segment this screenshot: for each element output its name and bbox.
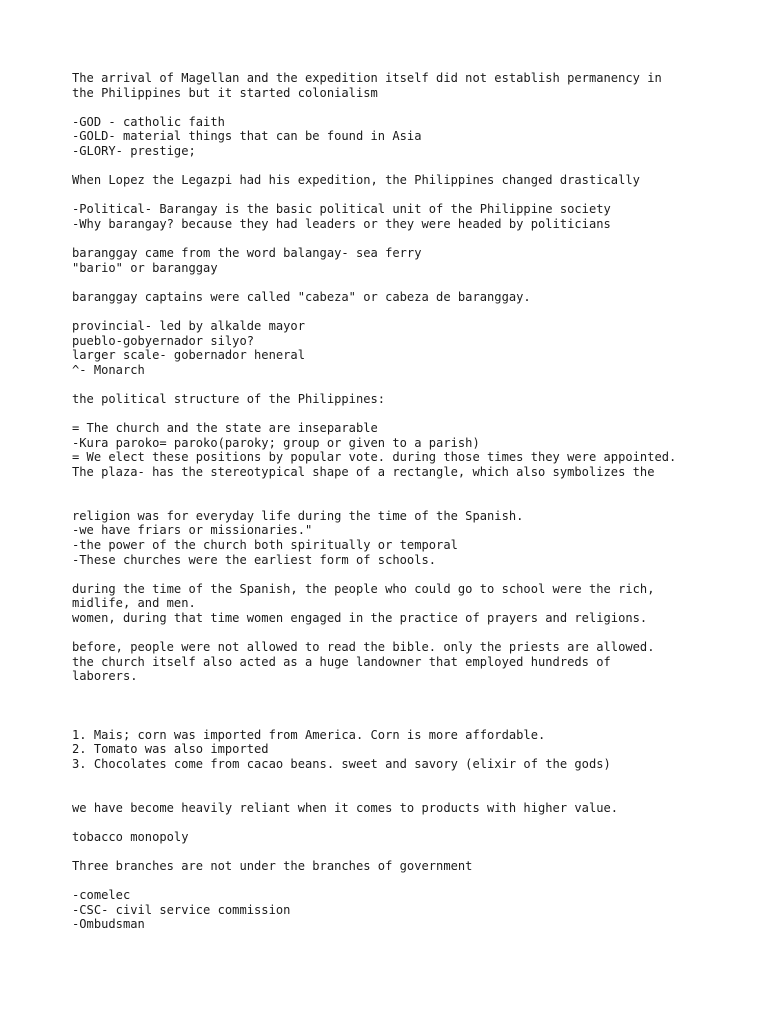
text-line: The arrival of Magellan and the expedition itself did not establish permanency in	[72, 71, 662, 85]
text-line: before, people were not allowed to read the bible. only the priests are allowed.	[72, 640, 655, 655]
text-line: laborers.	[72, 669, 138, 684]
text-line: -GOLD- material things that can be found in Asia	[72, 129, 422, 144]
text-line: baranggay came from the word balangay- sea ferry	[72, 246, 422, 261]
text-line: we have become heavily reliant when it comes to products with higher value.	[72, 800, 619, 815]
text-line: -the power of the church both spiritually or temporal	[72, 538, 458, 552]
blank-line	[72, 786, 712, 801]
text-line: the political structure of the Philippines:	[72, 392, 386, 407]
text-line: -Why barangay? because they had leaders or they were headed by politicians	[72, 216, 611, 231]
blank-line	[72, 684, 712, 699]
blank-line	[72, 305, 712, 320]
text-line: tobacco monopoly	[72, 829, 189, 844]
blank-line	[72, 232, 712, 247]
text-line: midlife, and men.	[72, 596, 196, 611]
blank-line	[72, 844, 712, 859]
blank-line	[72, 626, 712, 641]
blank-line	[72, 713, 712, 728]
text-line: = The church and the state are inseparable	[72, 421, 378, 436]
text-line: provincial- led by alkalde mayor	[72, 319, 305, 334]
text-line: -CSC- civil service commission	[72, 902, 291, 917]
document-page	[72, 71, 712, 932]
blank-line	[72, 815, 712, 830]
text-line: religion was for everyday life during the time of the Spanish.	[72, 508, 524, 523]
blank-line	[72, 159, 712, 174]
text-line: -These churches were the earliest form of schools.	[72, 552, 437, 567]
blank-line	[72, 100, 712, 115]
text-line: -Political- Barangay is the basic political unit of the Philippine society	[72, 202, 611, 217]
blank-line	[72, 407, 712, 422]
text-line: the Philippines but it started colonialism	[72, 85, 378, 100]
blank-line	[72, 699, 712, 714]
text-line: Three branches are not under the branches of government	[72, 859, 473, 874]
text-line: -we have friars or missionaries."	[72, 523, 313, 538]
text-line: = We elect these positions by popular vote. during those times they were appointed.	[72, 450, 677, 465]
blank-line	[72, 772, 712, 787]
text-line: The plaza- has the stereotypical shape of a rectangle, which also symbolizes the	[72, 465, 655, 480]
blank-line	[72, 874, 712, 889]
blank-line	[72, 275, 712, 290]
text-line: When Lopez the Legazpi had his expedition, the Philippines changed drastically	[72, 173, 640, 188]
text-line: 2. Tomato was also imported	[72, 742, 269, 757]
text-line: pueblo-gobyernador silyo?	[72, 333, 255, 348]
text-line: 1. Mais; corn was imported from America. Corn is more affordable.	[72, 727, 546, 742]
blank-line	[72, 188, 712, 203]
text-line: larger scale- gobernador heneral	[72, 348, 305, 363]
blank-line	[72, 377, 712, 392]
text-line: during the time of the Spanish, the people who could go to school were the rich,	[72, 581, 655, 596]
text-line: baranggay captains were called "cabeza" or cabeza de baranggay.	[72, 289, 531, 304]
text-line: -GLORY- prestige;	[72, 143, 196, 158]
text-line: "bario" or baranggay	[72, 260, 218, 275]
text-line: -comelec	[72, 888, 131, 903]
text-line: women, during that time women engaged in the practice of prayers and religions.	[72, 610, 648, 625]
text-line: -GOD - catholic faith	[72, 114, 225, 129]
blank-line	[72, 567, 712, 582]
blank-line	[72, 494, 712, 509]
text-line: -Kura paroko= paroko(paroky; group or given to a parish)	[72, 435, 480, 450]
blank-line	[72, 480, 712, 495]
text-line: -Ombudsman	[72, 917, 145, 932]
text-line: ^- Monarch	[72, 362, 145, 377]
text-line: 3. Chocolates come from cacao beans. sweet and savory (elixir of the gods)	[72, 756, 611, 771]
text-line: the church itself also acted as a huge landowner that employed hundreds of	[72, 654, 611, 669]
